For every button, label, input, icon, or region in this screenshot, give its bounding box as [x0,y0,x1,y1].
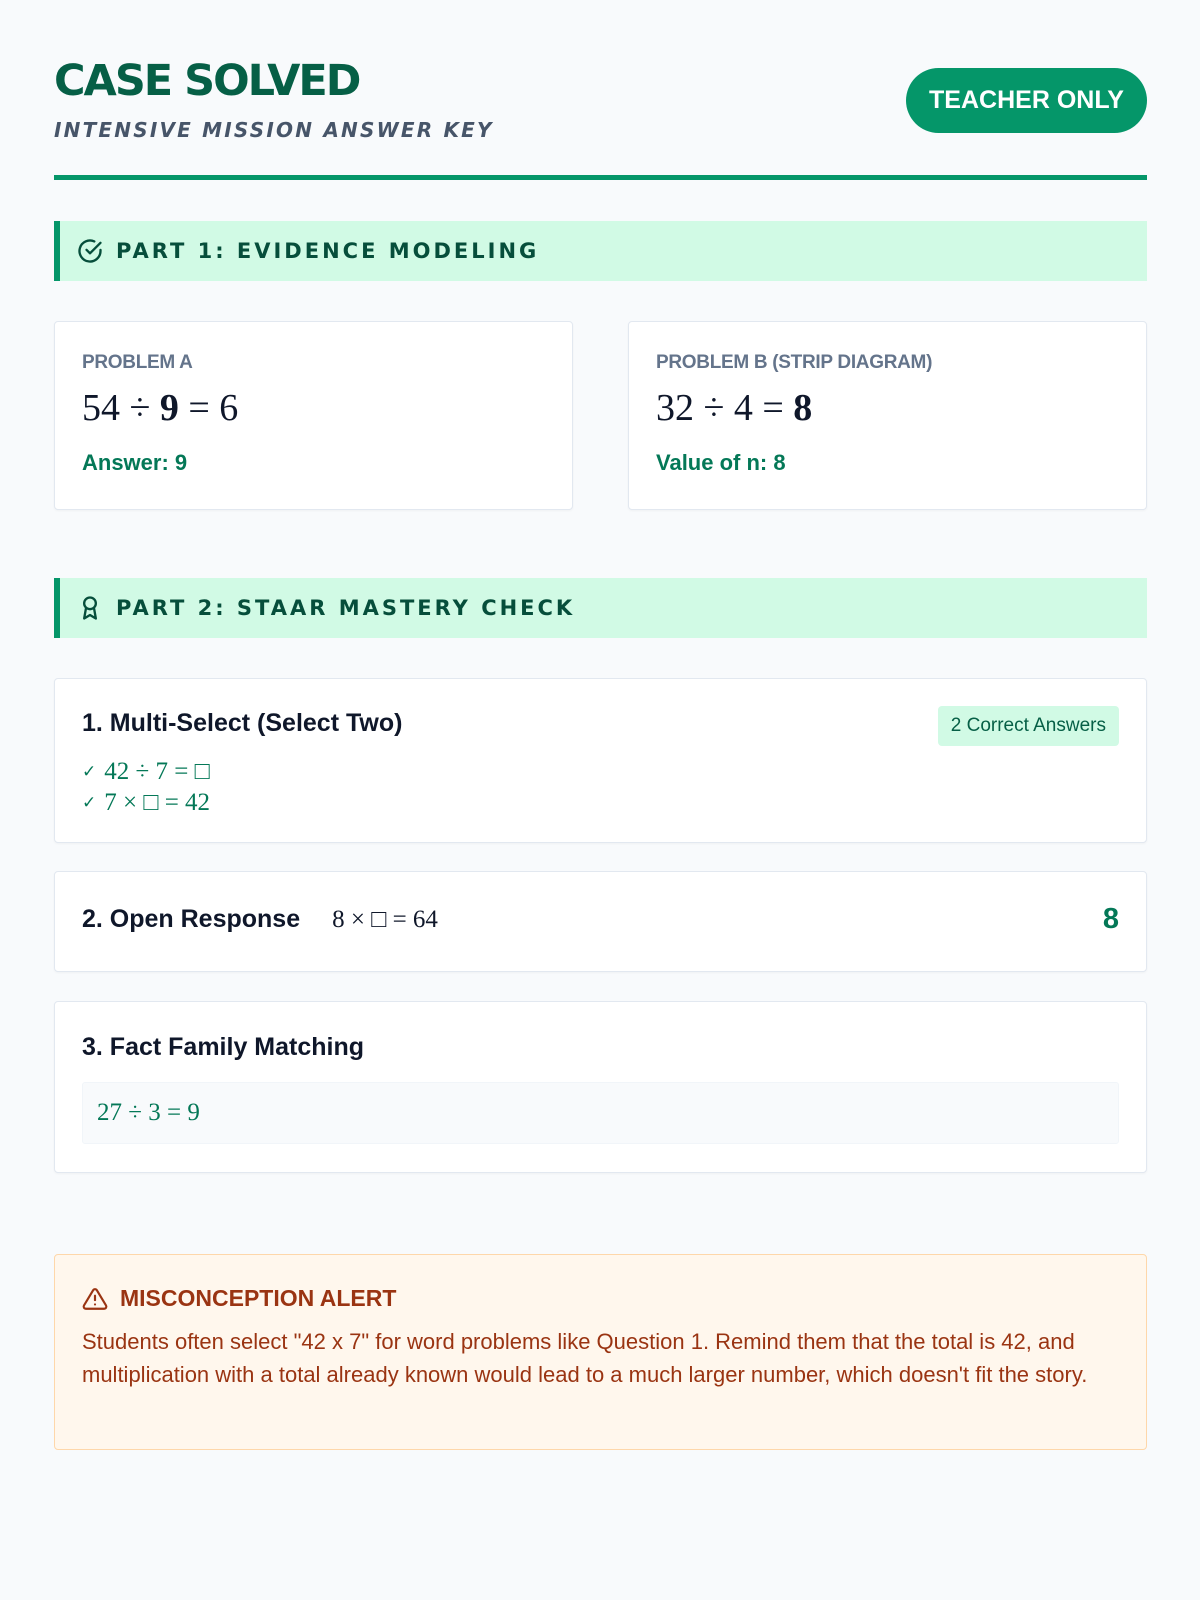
checkmark-icon: ✓ [82,761,97,782]
problem-b-label: PROBLEM B (STRIP DIAGRAM) [656,352,933,373]
question1-answers [82,756,210,818]
alert-text: Students often select "42 x 7" for word problems like Question 1. Remind them that the total is 42, and multiplication with a total already known would lead to a much larger number, which doesn't fit the story. [82,1329,1088,1387]
problem-b-equation [656,386,812,430]
problem-a-eq-left: 54 ÷ [82,387,160,429]
problem-a-card [54,321,573,510]
award-ribbon-icon [76,594,104,622]
question1-card [54,678,1147,843]
question1-answer-2: 7 × □ = 42 [104,788,211,816]
question2-answer: 8 [1102,903,1119,935]
alert-header [82,1285,396,1312]
question1-answer-item [82,756,210,787]
question3-card [54,1001,1147,1173]
question3-answer: 27 ÷ 3 = 9 [97,1099,200,1126]
correct-answers-badge: 2 Correct Answers [938,706,1119,746]
checkmark-icon: ✓ [82,792,97,813]
answer-key-page [54,0,1147,1387]
problem-b-answer: Value of n: 8 [656,450,786,475]
page-header [54,0,1147,180]
warning-triangle-icon [82,1286,108,1312]
check-circle-icon [76,237,104,265]
problem-a-equation [82,386,238,430]
page-subtitle: INTENSIVE MISSION ANSWER KEY [54,118,494,142]
part2-section-header [54,578,1147,638]
problem-a-eq-right: = 6 [178,387,239,429]
part1-title: PART 1: EVIDENCE MODELING [116,239,540,263]
question2-row [82,905,438,934]
problem-a-answer: Answer: 9 [82,450,188,475]
problem-b-eq-left: 32 ÷ 4 = [656,387,794,429]
part2-title: PART 2: STAAR MASTERY CHECK [116,596,576,620]
page-title: CASE SOLVED [54,56,360,106]
problem-b-eq-bold: 8 [793,387,813,429]
part1-section-header [54,221,1147,281]
question3-answer-box [82,1082,1119,1144]
problem-b-card [628,321,1147,510]
question3-title: 3. Fact Family Matching [82,1033,365,1061]
question2-equation: 8 × □ = 64 [332,905,438,933]
teacher-only-badge: TEACHER ONLY [906,68,1147,133]
question2-title: 2. Open Response [82,905,301,933]
alert-title: MISCONCEPTION ALERT [120,1285,397,1311]
question2-card [54,871,1147,972]
question1-title: 1. Multi-Select (Select Two) [82,709,403,737]
question1-answer-item [82,787,210,818]
problem-a-eq-bold: 9 [159,387,179,429]
misconception-alert [54,1254,1147,1450]
question1-answer-1: 42 ÷ 7 = □ [104,757,210,785]
problem-a-label: PROBLEM A [82,352,193,373]
